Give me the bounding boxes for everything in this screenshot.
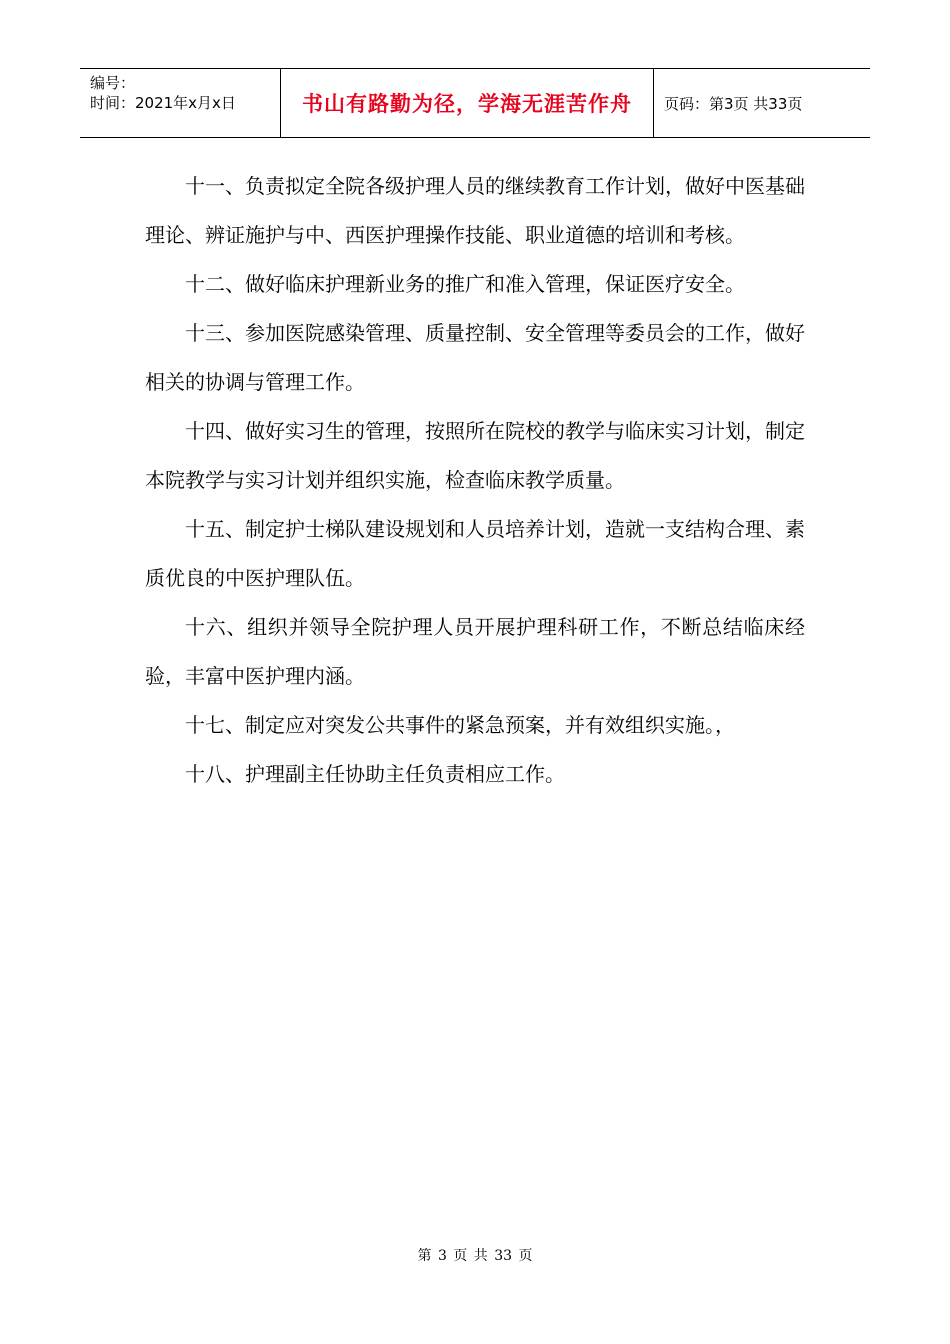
- header-meta-cell: [80, 69, 281, 137]
- page-header: [80, 68, 870, 138]
- header-motto: 书山有路勤为径，学海无涯苦作舟: [281, 69, 654, 137]
- date-label: 时间：2021年x月x日: [90, 94, 236, 112]
- page-footer: 第 3 页 共 33 页: [417, 1248, 533, 1264]
- paragraph-14: 十四、做好实习生的管理，按照所在院校的教学与临床实习计划，制定本院教学与实习计划并组织实施，检查临床教学质量。: [145, 419, 805, 492]
- document-body: [145, 162, 805, 799]
- paragraph-11: 十一、负责拟定全院各级护理人员的继续教育工作计划，做好中医基础理论、辨证施护与中、西医护理操作技能、职业道德的培训和考核。: [145, 174, 805, 247]
- paragraph-16: 十六、组织并领导全院护理人员开展护理科研工作，不断总结临床经验，丰富中医护理内涵。: [145, 615, 805, 688]
- paragraph-17: 十七、制定应对突发公共事件的紧急预案，并有效组织实施。，: [185, 713, 735, 737]
- serial-number-label: 编号：: [90, 74, 136, 92]
- paragraph-12: 十二、做好临床护理新业务的推广和准入管理，保证医疗安全。: [185, 272, 745, 296]
- header-page-info: 页码：第3页 共33页: [664, 94, 803, 113]
- paragraph-18: 十八、护理副主任协助主任负责相应工作。: [185, 762, 565, 786]
- paragraph-13: 十三、参加医院感染管理、质量控制、安全管理等委员会的工作，做好相关的协调与管理工作。: [145, 321, 805, 394]
- paragraph-15: 十五、制定护士梯队建设规划和人员培养计划，造就一支结构合理、素质优良的中医护理队伍。: [145, 517, 805, 590]
